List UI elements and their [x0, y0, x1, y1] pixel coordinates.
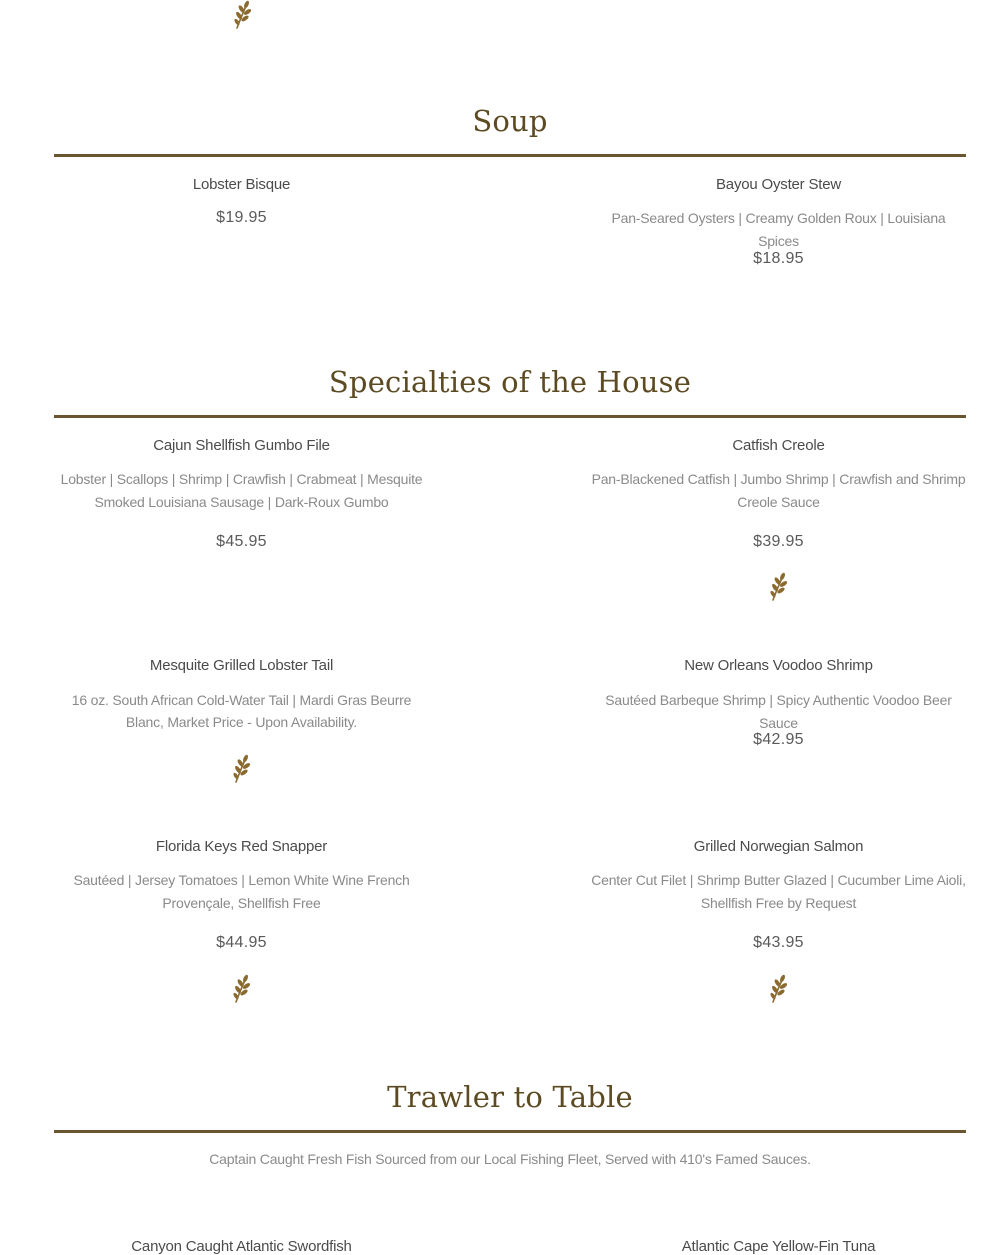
menu-item-price: $44.95 [216, 934, 267, 951]
wheat-icon [767, 572, 789, 602]
menu-item-description: Smoked Louisiana Sausage | Dark-Roux Gumbo [94, 494, 389, 510]
wheat-icon [230, 974, 252, 1004]
section-title-specialties: Specialties of the House [328, 365, 692, 399]
menu-item-name: New Orleans Voodoo Shrimp [684, 657, 873, 674]
menu-item-description: Creole Sauce [737, 494, 820, 510]
menu-item-price: $18.95 [753, 250, 804, 267]
menu-item-name: Florida Keys Red Snapper [155, 838, 328, 855]
menu-item-price: $39.95 [753, 533, 804, 550]
menu-item-description: Sautéed Barbeque Shrimp | Spicy Authentic Voodoo Beer Sauce [605, 692, 952, 731]
menu-item-description: 16 oz. South African Cold-Water Tail | Mardi Gras Beurre [71, 692, 412, 708]
menu-item-description: Provençale, Shellfish Free [162, 895, 321, 911]
menu-item-name: Atlantic Cape Yellow-Fin Tuna [681, 1238, 876, 1255]
wheat-icon [231, 0, 253, 30]
section-divider [54, 415, 966, 418]
menu-item-name: Catfish Creole [732, 437, 825, 454]
menu-item-description: Pan-Seared Oysters | Creamy Golden Roux | Louisiana Spices [611, 210, 946, 249]
menu-item-name: Canyon Caught Atlantic Swordfish [131, 1238, 352, 1255]
menu-item-description: Center Cut Filet | Shrimp Butter Glazed | Cucumber Lime Aioli, [591, 872, 966, 888]
menu-item-description: Lobster | Scallops | Shrimp | Crawfish | Crabmeat | Mesquite [60, 471, 423, 487]
menu-item-description: Blanc, Market Price - Upon Availability. [125, 714, 358, 730]
menu-item-name: Mesquite Grilled Lobster Tail [149, 657, 334, 674]
section-title-soup: Soup [472, 104, 548, 138]
section-intro: Captain Caught Fresh Fish Sourced from our Local Fishing Fleet, Served with 410's Famed Sauces. [209, 1151, 811, 1167]
menu-item-description: Pan-Blackened Catfish | Jumbo Shrimp | Crawfish and Shrimp [591, 471, 966, 487]
menu-item-name: Cajun Shellfish Gumbo File [153, 437, 330, 454]
menu-item-name: Bayou Oyster Stew [716, 176, 841, 193]
menu-item-price: $42.95 [753, 731, 804, 748]
menu-item-name: Lobster Bisque [192, 176, 291, 193]
section-title-trawler: Trawler to Table [387, 1080, 633, 1114]
section-divider [54, 1130, 966, 1133]
wheat-icon [767, 974, 789, 1004]
menu-item-name: Grilled Norwegian Salmon [693, 838, 864, 855]
section-divider [54, 154, 966, 157]
wheat-icon [230, 754, 252, 784]
menu-item-price: $19.95 [216, 209, 267, 226]
menu-item-description: Shellfish Free by Request [700, 895, 857, 911]
menu-item-price: $45.95 [216, 533, 267, 550]
menu-item-price: $43.95 [753, 934, 804, 951]
menu-item-description: Sautéed | Jersey Tomatoes | Lemon White Wine French [73, 872, 410, 888]
